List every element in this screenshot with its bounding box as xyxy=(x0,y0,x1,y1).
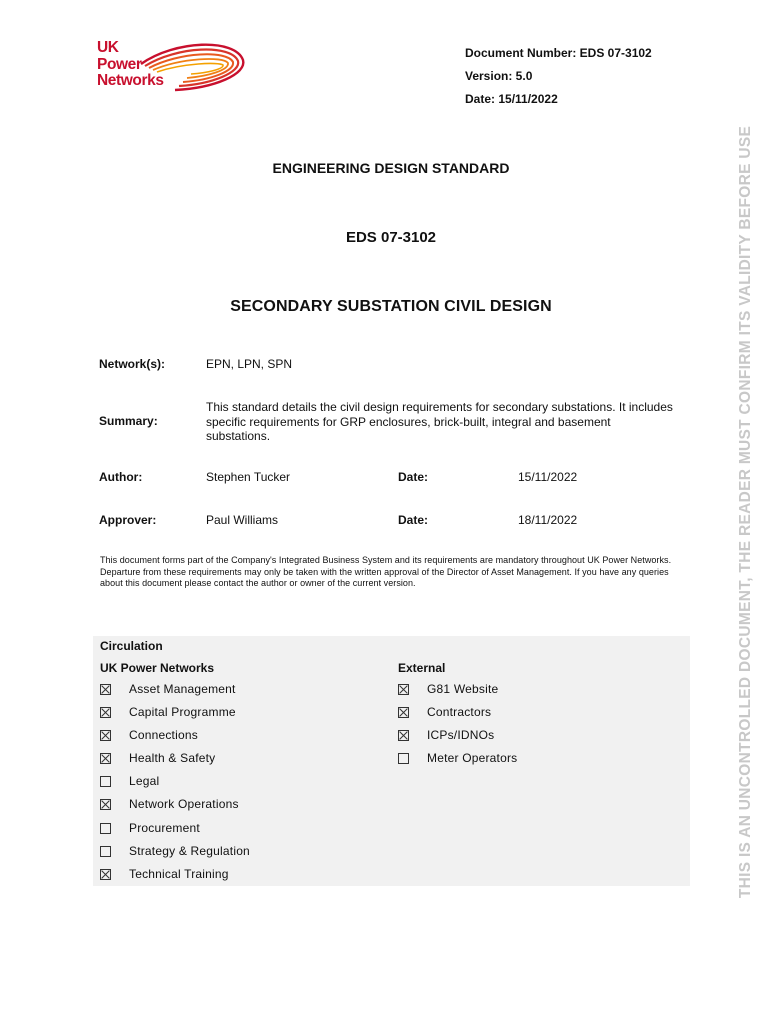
circulation-item xyxy=(100,797,250,820)
circulation-item-label: Network Operations xyxy=(129,797,239,812)
internal-circulation-list xyxy=(100,682,250,890)
approver-date-value: 18/11/2022 xyxy=(518,513,578,527)
author-label: Author: xyxy=(99,470,143,484)
circulation-item xyxy=(398,682,517,705)
circulation-panel xyxy=(93,636,690,886)
external-heading: External xyxy=(398,661,446,675)
circulation-item-label: G81 Website xyxy=(427,682,499,696)
circulation-item-label: ICPs/IDNOs xyxy=(427,728,495,743)
unchecked-box-icon xyxy=(100,776,111,787)
approver-date-label: Date: xyxy=(398,513,429,527)
circulation-item xyxy=(100,751,250,774)
external-circulation-list xyxy=(398,682,517,774)
circulation-item-label: Strategy & Regulation xyxy=(129,843,250,858)
circulation-item-label: Connections xyxy=(129,728,198,743)
checked-box-icon xyxy=(100,707,111,718)
circulation-item xyxy=(100,867,250,890)
networks-value: EPN, LPN, SPN xyxy=(206,357,293,371)
uncontrolled-document-banner: THIS IS AN UNCONTROLLED DOCUMENT, THE READER MUST CONFIRM ITS VALIDITY BEFORE USE xyxy=(737,125,754,899)
checked-box-icon xyxy=(100,753,111,764)
summary-value: This standard details the civil design requirements for secondary substations. It includes specific requirements for GRP enclosures, brick-built, integral and basement substations. xyxy=(206,400,673,443)
approver-value: Paul Williams xyxy=(206,513,279,527)
internal-heading: UK Power Networks xyxy=(100,661,215,675)
circulation-item xyxy=(100,844,250,867)
document-code: EDS 07-3102 xyxy=(345,229,437,246)
circulation-item-label: Health & Safety xyxy=(129,751,216,766)
circulation-item xyxy=(398,705,517,728)
document-title: SECONDARY SUBSTATION CIVIL DESIGN xyxy=(230,298,552,315)
checked-box-icon xyxy=(398,684,409,695)
networks-label: Network(s): xyxy=(99,357,166,371)
circulation-item-label: Procurement xyxy=(129,820,200,835)
author-date-label: Date: xyxy=(398,470,429,484)
logo-line-2: Power xyxy=(97,55,142,73)
document-type: ENGINEERING DESIGN STANDARD xyxy=(272,160,510,176)
ibs-notice: This document forms part of the Company's Integrated Business System and its requirements are mandatory throughout UK Power Networks. Departure from these requirements may only be taken with the written approval of the Director of Asset Management. If you have any queries about this document please contact the author or owner of the current version. xyxy=(100,555,672,588)
logo-line-1: UK xyxy=(97,39,119,56)
checked-box-icon xyxy=(398,707,409,718)
document-version: Version: 5.0 xyxy=(465,69,533,83)
circulation-item xyxy=(100,705,250,728)
circulation-title: Circulation xyxy=(100,639,163,653)
circulation-item xyxy=(100,682,250,705)
circulation-item-label: Legal xyxy=(129,774,160,789)
unchecked-box-icon xyxy=(398,753,409,764)
checked-box-icon xyxy=(100,730,111,741)
document-date: Date: 15/11/2022 xyxy=(465,92,558,106)
document-number: Document Number: EDS 07-3102 xyxy=(465,46,652,60)
checked-box-icon xyxy=(100,684,111,695)
author-value: Stephen Tucker xyxy=(206,470,291,484)
checked-box-icon xyxy=(398,730,409,741)
circulation-item-label: Asset Management xyxy=(129,682,236,696)
circulation-item xyxy=(398,751,517,774)
unchecked-box-icon xyxy=(100,823,111,834)
author-date-value: 15/11/2022 xyxy=(518,470,578,484)
circulation-item xyxy=(100,821,250,844)
logo-text xyxy=(97,40,164,90)
company-logo xyxy=(97,40,247,95)
document-meta xyxy=(465,42,652,111)
circulation-item xyxy=(100,728,250,751)
summary-label: Summary: xyxy=(99,414,158,428)
unchecked-box-icon xyxy=(100,846,111,857)
circulation-item-label: Capital Programme xyxy=(129,705,236,720)
logo-line-3: Networks xyxy=(97,72,164,89)
circulation-item-label: Technical Training xyxy=(129,866,229,881)
circulation-item xyxy=(398,728,517,751)
circulation-item-label: Contractors xyxy=(427,705,492,720)
checked-box-icon xyxy=(100,869,111,880)
checked-box-icon xyxy=(100,799,111,810)
circulation-item xyxy=(100,774,250,797)
circulation-item-label: Meter Operators xyxy=(427,751,518,766)
approver-label: Approver: xyxy=(99,513,157,527)
